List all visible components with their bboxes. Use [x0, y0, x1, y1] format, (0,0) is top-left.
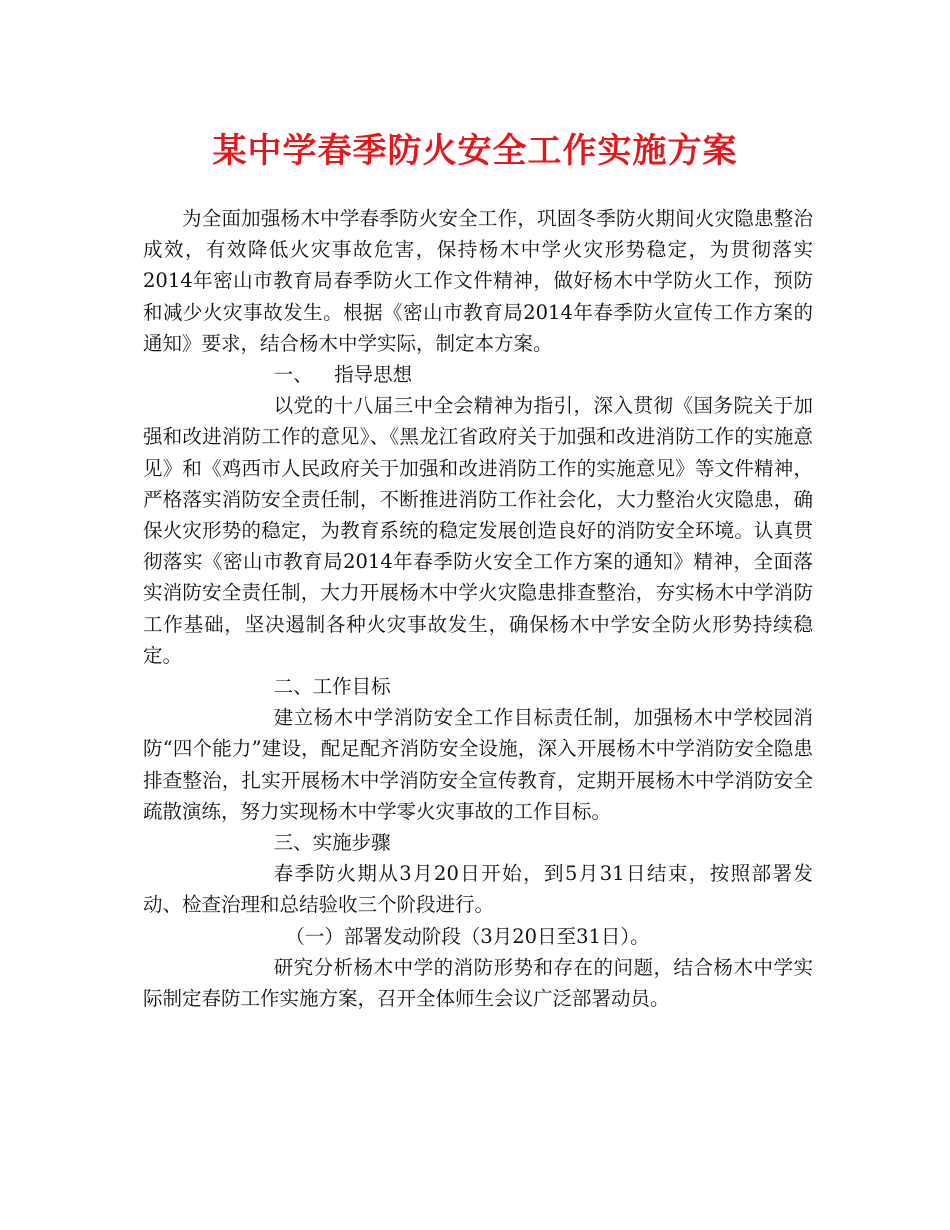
section-1-heading — [143, 359, 813, 390]
section-1-number: 一、 — [273, 363, 313, 387]
section-1-heading-text: 指导思想 — [334, 363, 413, 387]
section-1-paragraph: 以党的十八届三中全会精神为指引，深入贯彻《国务院关于加强和改进消防工作的意见》、《黑龙江省政府关于加强和改进消防工作的实施意见》和《鸡西市人民政府关于加强和改进消防工作的实施意见》等文件精神，严格落实消防安全责任制，不断推进消防工作社会化，大力整治火灾隐患，确保火灾形势的稳定，为教育系统的稳定发展创造良好的消防安全环境。认真贯彻落实《密山市教育局2014年春季防火安全工作方案的通知》精神，全面落实消防安全责任制，大力开展杨木中学火灾隐患排查整治，夯实杨木中学消防工作基础，坚决遏制各种火灾事故发生，确保杨木中学安全防火形势持续稳定。 — [143, 394, 813, 667]
section-3-subheading-1: （一）部署发动阶段（3月20日至31日）。 — [285, 924, 650, 948]
document-body — [143, 203, 813, 1014]
section-3-heading: 三、实施步骤 — [273, 831, 391, 855]
document-title: 某中学春季防火安全工作实施方案 — [212, 131, 738, 171]
section-3-sub-paragraph-1: 研究分析杨木中学的消防形势和存在的问题，结合杨木中学实际制定春防工作实施方案，召开全体师生会议广泛部署动员。 — [143, 955, 813, 1011]
section-2-heading: 二、工作目标 — [273, 675, 391, 699]
section-2-paragraph: 建立杨木中学消防安全工作目标责任制，加强杨木中学校园消防“四个能力”建设，配足配齐消防安全设施，深入开展杨木中学消防安全隐患排查整治，扎实开展杨木中学消防安全宣传教育，定期开展杨木中学消防安全疏散演练，努力实现杨木中学零火灾事故的工作目标。 — [143, 706, 813, 823]
intro-paragraph: 为全面加强杨木中学春季防火安全工作，巩固冬季防火期间火灾隐患整治成效，有效降低火灾事故危害，保持杨木中学火灾形势稳定，为贯彻落实2014年密山市教育局春季防火工作文件精神，做好杨木中学防火工作，预防和减少火灾事故发生。根据《密山市教育局2014年春季防火宣传工作方案的通知》要求，结合杨木中学实际，制定本方案。 — [143, 207, 813, 355]
section-3-paragraph: 春季防火期从3月20日开始，到5月31日结束，按照部署发动、检查治理和总结验收三个阶段进行。 — [143, 862, 813, 917]
